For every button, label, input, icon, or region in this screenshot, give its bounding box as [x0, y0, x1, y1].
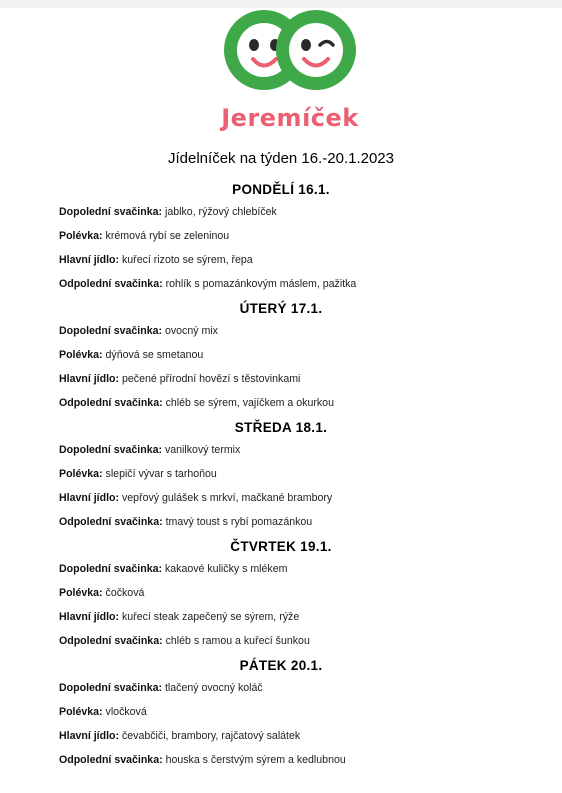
meal-row: [0, 700, 562, 724]
meal-value: jablko, rýžový chlebíček: [162, 206, 277, 218]
meal-value: vepřový gulášek s mrkví, mačkané brambory: [119, 492, 333, 504]
meal-label: Dopolední svačinka:: [59, 563, 163, 575]
meal-row: [0, 581, 562, 605]
meal-value: čevabčiči, brambory, rajčatový salátek: [119, 730, 301, 742]
meal-label: Polévka:: [59, 706, 103, 718]
meal-value: vločková: [102, 706, 147, 718]
meal-row: [0, 200, 562, 224]
meal-value: dýňová se smetanou: [102, 349, 204, 361]
meal-row: [0, 676, 562, 700]
meal-value: tmavý toust s rybí pomazánkou: [162, 516, 313, 528]
meal-row: [0, 367, 562, 391]
meal-label: Odpolední svačinka:: [59, 635, 163, 647]
weekly-menu: [0, 180, 562, 775]
meal-label: Hlavní jídlo:: [59, 254, 120, 266]
meal-row: [0, 510, 562, 534]
meal-value: vanilkový termix: [162, 444, 241, 456]
day-section-friday: [0, 656, 562, 775]
brand-name: Jeremíček: [221, 104, 359, 132]
meal-label: Polévka:: [59, 468, 103, 480]
meal-label: Dopolední svačinka:: [59, 682, 163, 694]
meal-label: Polévka:: [59, 230, 103, 242]
day-title: PÁTEK 20.1.: [239, 658, 323, 673]
meal-row: [0, 438, 562, 462]
meal-row: [0, 486, 562, 510]
day-section-monday: [0, 180, 562, 299]
day-section-thursday: [0, 537, 562, 656]
meal-value: houska s čerstvým sýrem a kedlubnou: [162, 754, 346, 766]
meal-value: krémová rybí se zeleninou: [102, 230, 230, 242]
meal-row: [0, 462, 562, 486]
meal-row: [0, 557, 562, 581]
meal-value: kakaové kuličky s mlékem: [162, 563, 288, 575]
meal-label: Hlavní jídlo:: [59, 492, 120, 504]
meal-row: [0, 224, 562, 248]
meal-row: [0, 343, 562, 367]
meal-row: [0, 748, 562, 772]
meal-row: [0, 248, 562, 272]
smiley-faces-logo-icon: [221, 4, 359, 100]
day-section-tuesday: [0, 299, 562, 418]
meal-value: rohlík s pomazánkovým máslem, pažitka: [162, 278, 357, 290]
meal-row: [0, 319, 562, 343]
meal-label: Polévka:: [59, 349, 103, 361]
meal-label: Polévka:: [59, 587, 103, 599]
day-title: ČTVRTEK 19.1.: [230, 539, 332, 554]
meal-value: čočková: [102, 587, 145, 599]
meal-row: [0, 629, 562, 653]
meal-label: Hlavní jídlo:: [59, 373, 120, 385]
meal-label: Dopolední svačinka:: [59, 444, 163, 456]
meal-row: [0, 605, 562, 629]
meal-label: Dopolední svačinka:: [59, 325, 163, 337]
meal-value: tlačený ovocný koláč: [162, 682, 263, 694]
meal-value: ovocný mix: [162, 325, 218, 337]
meal-label: Odpolední svačinka:: [59, 754, 163, 766]
page-title: Jídelníček na týden 16.-20.1.2023: [168, 150, 394, 167]
meal-label: Odpolední svačinka:: [59, 397, 163, 409]
day-title: ÚTERÝ 17.1.: [239, 301, 323, 316]
meal-row: [0, 272, 562, 296]
meal-value: kuřecí steak zapečený se sýrem, rýže: [119, 611, 300, 623]
meal-value: chléb s ramou a kuřecí šunkou: [162, 635, 310, 647]
meal-value: kuřecí rizoto se sýrem, řepa: [119, 254, 253, 266]
meal-row: [0, 391, 562, 415]
logo: [210, 0, 370, 140]
meal-label: Odpolední svačinka:: [59, 516, 163, 528]
meal-label: Hlavní jídlo:: [59, 611, 120, 623]
day-section-wednesday: [0, 418, 562, 537]
meal-label: Odpolední svačinka:: [59, 278, 163, 290]
meal-label: Hlavní jídlo:: [59, 730, 120, 742]
day-title: STŘEDA 18.1.: [234, 420, 328, 435]
meal-row: [0, 724, 562, 748]
meal-value: chléb se sýrem, vajíčkem a okurkou: [162, 397, 334, 409]
meal-label: Dopolední svačinka:: [59, 206, 163, 218]
day-title: PONDĚLÍ 16.1.: [232, 182, 330, 197]
meal-value: slepičí vývar s tarhoňou: [102, 468, 217, 480]
meal-value: pečené přírodní hovězí s těstovinkami: [119, 373, 301, 385]
